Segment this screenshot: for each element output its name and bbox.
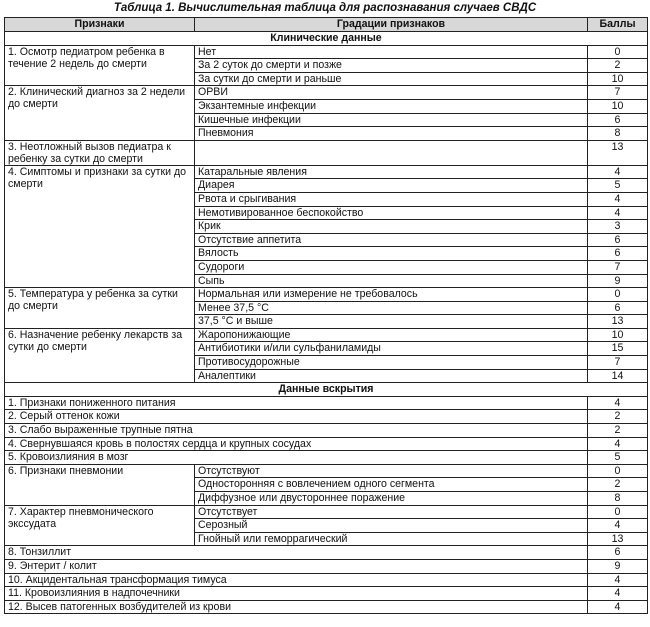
feature-label: 1. Осмотр педиатром ребенка в течение 2 недель до смерти — [5, 45, 195, 86]
score-cell: 4 — [588, 573, 648, 587]
score-cell: 2 — [588, 410, 648, 424]
score-cell: 6 — [588, 301, 648, 315]
table-row — [5, 464, 648, 478]
gradation-cell: Односторонняя с вовлечением одного сегмента — [195, 478, 588, 492]
gradation-cell: Аналептики — [195, 369, 588, 383]
score-cell: 4 — [588, 600, 648, 614]
score-cell: 13 — [588, 140, 648, 165]
table-row — [5, 505, 648, 519]
gradation-cell: Отсутствие аппетита — [195, 233, 588, 247]
gradation-cell: За 2 суток до смерти и позже — [195, 59, 588, 73]
score-cell: 4 — [588, 165, 648, 179]
feature-label: 3. Слабо выраженные трупные пятна — [5, 424, 588, 438]
gradation-cell: Гнойный или геморрагический — [195, 532, 588, 546]
table-row — [5, 587, 648, 601]
score-cell: 10 — [588, 72, 648, 86]
score-cell: 2 — [588, 424, 648, 438]
score-cell: 9 — [588, 559, 648, 573]
gradation-cell — [195, 140, 588, 165]
gradation-cell: Сыпь — [195, 274, 588, 288]
gradation-cell: Экзантемные инфекции — [195, 99, 588, 113]
score-cell: 13 — [588, 315, 648, 329]
score-cell: 6 — [588, 113, 648, 127]
score-cell: 4 — [588, 192, 648, 206]
gradation-cell: Менее 37,5 °С — [195, 301, 588, 315]
section-autopsy — [5, 383, 648, 397]
table-row — [5, 600, 648, 614]
feature-label: 7. Характер пневмонического экссудата — [5, 505, 195, 546]
table-row — [5, 288, 648, 302]
score-cell: 10 — [588, 99, 648, 113]
gradation-cell: Диффузное или двустороннее поражение — [195, 492, 588, 506]
table-row — [5, 424, 648, 438]
feature-label: 10. Акцидентальная трансформация тимуса — [5, 573, 588, 587]
score-cell: 6 — [588, 247, 648, 261]
gradation-cell: Отсутствует — [195, 505, 588, 519]
table-row — [5, 165, 648, 179]
gradation-cell: Диарея — [195, 179, 588, 193]
score-cell: 7 — [588, 356, 648, 370]
score-cell: 15 — [588, 342, 648, 356]
score-cell: 4 — [588, 437, 648, 451]
score-cell: 6 — [588, 233, 648, 247]
header-scores: Баллы — [588, 18, 648, 32]
header-features: Признаки — [5, 18, 195, 32]
score-cell: 4 — [588, 206, 648, 220]
gradation-cell: Серозный — [195, 519, 588, 533]
feature-label: 6. Признаки пневмонии — [5, 464, 195, 505]
gradation-cell: Антибиотики и/или сульфаниламиды — [195, 342, 588, 356]
table-body — [5, 32, 648, 614]
gradation-cell: Кишечные инфекции — [195, 113, 588, 127]
score-cell: 4 — [588, 519, 648, 533]
score-cell: 7 — [588, 86, 648, 100]
score-cell: 6 — [588, 546, 648, 560]
gradation-cell: Рвота и срыгивания — [195, 192, 588, 206]
score-cell: 10 — [588, 328, 648, 342]
gradation-cell: Отсутствуют — [195, 464, 588, 478]
table-row — [5, 410, 648, 424]
gradation-cell: Крик — [195, 220, 588, 234]
section-heading: Данные вскрытия — [5, 383, 648, 397]
score-cell: 2 — [588, 59, 648, 73]
score-cell: 4 — [588, 396, 648, 410]
table-caption: Таблица 1. Вычислительная таблица для распознавания случаев СВДС — [113, 2, 537, 14]
score-cell: 7 — [588, 260, 648, 274]
score-cell: 2 — [588, 478, 648, 492]
feature-label: 2. Серый оттенок кожи — [5, 410, 588, 424]
score-cell: 0 — [588, 464, 648, 478]
table-row — [5, 140, 648, 165]
gradation-cell: Противосудорожные — [195, 356, 588, 370]
gradation-cell: Пневмония — [195, 127, 588, 141]
feature-label: 2. Клинический диагноз за 2 недели до смерти — [5, 86, 195, 140]
feature-label: 9. Энтерит / колит — [5, 559, 588, 573]
table-row — [5, 546, 648, 560]
score-cell: 0 — [588, 45, 648, 59]
table-row — [5, 451, 648, 465]
gradation-cell: Нет — [195, 45, 588, 59]
feature-label: 11. Кровоизлияния в надпочечники — [5, 587, 588, 601]
feature-label: 5. Кровоизлияния в мозг — [5, 451, 588, 465]
table-row — [5, 328, 648, 342]
feature-label: 3. Неотложный вызов педиатра к ребенку за сутки до смерти — [5, 140, 195, 165]
score-cell: 8 — [588, 127, 648, 141]
table-row — [5, 396, 648, 410]
header-gradations: Градации признаков — [195, 18, 588, 32]
table-row — [5, 86, 648, 100]
gradation-cell: ОРВИ — [195, 86, 588, 100]
feature-label: 5. Температура у ребенка за сутки до смерти — [5, 288, 195, 329]
score-cell: 5 — [588, 179, 648, 193]
score-cell: 13 — [588, 532, 648, 546]
score-cell: 0 — [588, 288, 648, 302]
score-cell: 4 — [588, 587, 648, 601]
table-row — [5, 559, 648, 573]
score-cell: 5 — [588, 451, 648, 465]
score-cell: 9 — [588, 274, 648, 288]
score-cell: 14 — [588, 369, 648, 383]
section-heading: Клинические данные — [5, 32, 648, 46]
sids-scoring-table — [4, 17, 648, 614]
feature-label: 4. Свернувшаяся кровь в полостях сердца и крупных сосудах — [5, 437, 588, 451]
score-cell: 0 — [588, 505, 648, 519]
header-row — [5, 18, 648, 32]
score-cell: 3 — [588, 220, 648, 234]
feature-label: 8. Тонзиллит — [5, 546, 588, 560]
table-row — [5, 45, 648, 59]
gradation-cell: За сутки до смерти и раньше — [195, 72, 588, 86]
score-cell: 8 — [588, 492, 648, 506]
gradation-cell: Нормальная или измерение не требовалось — [195, 288, 588, 302]
gradation-cell: 37,5 °С и выше — [195, 315, 588, 329]
table-row — [5, 437, 648, 451]
gradation-cell: Судороги — [195, 260, 588, 274]
feature-label: 12. Высев патогенных возбудителей из крови — [5, 600, 588, 614]
gradation-cell: Вялость — [195, 247, 588, 261]
section-clinical — [5, 32, 648, 46]
feature-label: 1. Признаки пониженного питания — [5, 396, 588, 410]
gradation-cell: Катаральные явления — [195, 165, 588, 179]
feature-label: 4. Симптомы и признаки за сутки до смерти — [5, 165, 195, 287]
gradation-cell: Жаропонижающие — [195, 328, 588, 342]
gradation-cell: Немотивированное беспокойство — [195, 206, 588, 220]
table-row — [5, 573, 648, 587]
feature-label: 6. Назначение ребенку лекарств за сутки до смерти — [5, 328, 195, 382]
